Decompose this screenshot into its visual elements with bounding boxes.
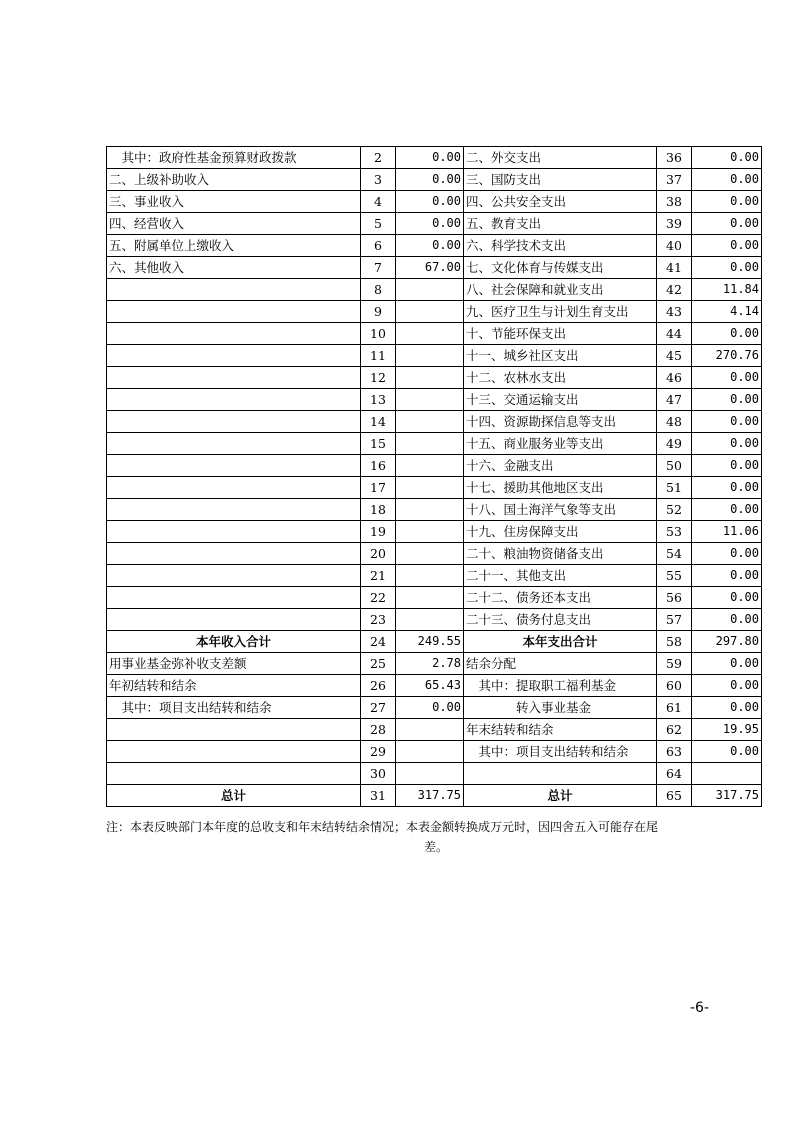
income-amount-cell (396, 477, 464, 499)
income-amount-cell: 2.78 (396, 653, 464, 675)
expenditure-line-number-cell: 63 (657, 741, 692, 763)
income-line-number-cell: 11 (361, 345, 396, 367)
income-item-cell (107, 741, 361, 763)
expenditure-item-cell: 二十一、其他支出 (464, 565, 657, 587)
expenditure-line-number-cell: 43 (657, 301, 692, 323)
expenditure-amount-cell: 0.00 (692, 609, 762, 631)
table-row (107, 147, 762, 169)
expenditure-line-number-cell: 57 (657, 609, 692, 631)
expenditure-line-number-cell: 59 (657, 653, 692, 675)
table-row (107, 653, 762, 675)
expenditure-line-number-cell: 45 (657, 345, 692, 367)
income-line-number-cell: 23 (361, 609, 396, 631)
income-item-cell (107, 323, 361, 345)
income-amount-cell: 0.00 (396, 191, 464, 213)
expenditure-item-cell: 七、文化体育与传媒支出 (464, 257, 657, 279)
table-row (107, 741, 762, 763)
income-item-cell (107, 499, 361, 521)
income-item-cell: 总计 (107, 785, 361, 807)
expenditure-amount-cell: 0.00 (692, 147, 762, 169)
expenditure-amount-cell: 0.00 (692, 169, 762, 191)
income-line-number-cell: 24 (361, 631, 396, 653)
expenditure-line-number-cell: 47 (657, 389, 692, 411)
table-row (107, 191, 762, 213)
income-amount-cell (396, 719, 464, 741)
expenditure-item-cell: 二十三、债务付息支出 (464, 609, 657, 631)
income-amount-cell (396, 433, 464, 455)
expenditure-item-cell: 十八、国土海洋气象等支出 (464, 499, 657, 521)
income-item-cell (107, 609, 361, 631)
expenditure-amount-cell: 11.06 (692, 521, 762, 543)
table-row (107, 279, 762, 301)
table-row (107, 455, 762, 477)
table-row (107, 345, 762, 367)
table-row (107, 411, 762, 433)
income-line-number-cell: 30 (361, 763, 396, 785)
income-amount-cell (396, 411, 464, 433)
income-amount-cell (396, 499, 464, 521)
income-item-cell: 三、事业收入 (107, 191, 361, 213)
income-line-number-cell: 3 (361, 169, 396, 191)
table-row (107, 301, 762, 323)
expenditure-item-cell: 二十二、债务还本支出 (464, 587, 657, 609)
expenditure-amount-cell (692, 763, 762, 785)
table-body (107, 147, 762, 807)
income-line-number-cell: 13 (361, 389, 396, 411)
expenditure-line-number-cell: 62 (657, 719, 692, 741)
income-line-number-cell: 19 (361, 521, 396, 543)
income-line-number-cell: 7 (361, 257, 396, 279)
expenditure-amount-cell: 317.75 (692, 785, 762, 807)
expenditure-line-number-cell: 48 (657, 411, 692, 433)
table-row (107, 169, 762, 191)
expenditure-item-cell: 六、科学技术支出 (464, 235, 657, 257)
expenditure-item-cell: 八、社会保障和就业支出 (464, 279, 657, 301)
expenditure-item-cell: 四、公共安全支出 (464, 191, 657, 213)
expenditure-item-cell: 其中：项目支出结转和结余 (464, 741, 657, 763)
expenditure-amount-cell: 4.14 (692, 301, 762, 323)
expenditure-amount-cell: 0.00 (692, 477, 762, 499)
expenditure-amount-cell: 0.00 (692, 543, 762, 565)
expenditure-line-number-cell: 54 (657, 543, 692, 565)
expenditure-item-cell: 十五、商业服务业等支出 (464, 433, 657, 455)
table-row (107, 477, 762, 499)
table-row (107, 565, 762, 587)
income-line-number-cell: 2 (361, 147, 396, 169)
income-amount-cell: 0.00 (396, 235, 464, 257)
income-line-number-cell: 12 (361, 367, 396, 389)
income-line-number-cell: 16 (361, 455, 396, 477)
expenditure-amount-cell: 297.80 (692, 631, 762, 653)
income-amount-cell (396, 741, 464, 763)
expenditure-amount-cell: 0.00 (692, 741, 762, 763)
income-item-cell (107, 455, 361, 477)
expenditure-item-cell (464, 763, 657, 785)
income-item-cell: 其中：项目支出结转和结余 (107, 697, 361, 719)
expenditure-line-number-cell: 53 (657, 521, 692, 543)
expenditure-line-number-cell: 60 (657, 675, 692, 697)
income-amount-cell (396, 323, 464, 345)
income-amount-cell: 249.55 (396, 631, 464, 653)
expenditure-line-number-cell: 58 (657, 631, 692, 653)
expenditure-line-number-cell: 51 (657, 477, 692, 499)
income-item-cell (107, 433, 361, 455)
expenditure-line-number-cell: 44 (657, 323, 692, 345)
expenditure-amount-cell: 0.00 (692, 389, 762, 411)
table-row (107, 323, 762, 345)
income-line-number-cell: 22 (361, 587, 396, 609)
income-line-number-cell: 20 (361, 543, 396, 565)
table-row (107, 631, 762, 653)
expenditure-amount-cell: 0.00 (692, 455, 762, 477)
income-item-cell: 四、经营收入 (107, 213, 361, 235)
income-line-number-cell: 17 (361, 477, 396, 499)
expenditure-amount-cell: 0.00 (692, 235, 762, 257)
income-line-number-cell: 27 (361, 697, 396, 719)
expenditure-amount-cell: 0.00 (692, 191, 762, 213)
income-line-number-cell: 8 (361, 279, 396, 301)
table-row (107, 213, 762, 235)
income-amount-cell (396, 279, 464, 301)
expenditure-line-number-cell: 49 (657, 433, 692, 455)
income-line-number-cell: 5 (361, 213, 396, 235)
income-amount-cell (396, 565, 464, 587)
income-item-cell: 五、附属单位上缴收入 (107, 235, 361, 257)
income-line-number-cell: 18 (361, 499, 396, 521)
income-item-cell: 用事业基金弥补收支差额 (107, 653, 361, 675)
expenditure-line-number-cell: 55 (657, 565, 692, 587)
table-row (107, 367, 762, 389)
income-amount-cell (396, 609, 464, 631)
income-amount-cell (396, 763, 464, 785)
income-expenditure-table (106, 146, 762, 807)
table-row (107, 675, 762, 697)
expenditure-item-cell: 十二、农林水支出 (464, 367, 657, 389)
income-item-cell (107, 279, 361, 301)
income-item-cell: 年初结转和结余 (107, 675, 361, 697)
expenditure-item-cell: 本年支出合计 (464, 631, 657, 653)
expenditure-amount-cell: 0.00 (692, 323, 762, 345)
expenditure-line-number-cell: 37 (657, 169, 692, 191)
income-item-cell (107, 565, 361, 587)
income-line-number-cell: 21 (361, 565, 396, 587)
income-line-number-cell: 14 (361, 411, 396, 433)
income-amount-cell: 0.00 (396, 147, 464, 169)
page-number: -6- (690, 1000, 710, 1016)
expenditure-line-number-cell: 64 (657, 763, 692, 785)
income-item-cell (107, 521, 361, 543)
expenditure-item-cell: 九、医疗卫生与计划生育支出 (464, 301, 657, 323)
income-item-cell (107, 411, 361, 433)
expenditure-item-cell: 二十、粮油物资储备支出 (464, 543, 657, 565)
table-row (107, 763, 762, 785)
expenditure-item-cell: 三、国防支出 (464, 169, 657, 191)
income-item-cell: 本年收入合计 (107, 631, 361, 653)
income-item-cell (107, 719, 361, 741)
expenditure-line-number-cell: 50 (657, 455, 692, 477)
income-line-number-cell: 6 (361, 235, 396, 257)
table-row (107, 609, 762, 631)
expenditure-item-cell: 十三、交通运输支出 (464, 389, 657, 411)
income-item-cell (107, 345, 361, 367)
income-amount-cell: 317.75 (396, 785, 464, 807)
income-amount-cell (396, 543, 464, 565)
income-line-number-cell: 15 (361, 433, 396, 455)
expenditure-item-cell: 十九、住房保障支出 (464, 521, 657, 543)
expenditure-line-number-cell: 52 (657, 499, 692, 521)
income-amount-cell: 0.00 (396, 169, 464, 191)
expenditure-amount-cell: 0.00 (692, 411, 762, 433)
expenditure-line-number-cell: 36 (657, 147, 692, 169)
footnote-line-2: 差。 (423, 840, 448, 854)
income-line-number-cell: 9 (361, 301, 396, 323)
expenditure-amount-cell: 0.00 (692, 257, 762, 279)
expenditure-item-cell: 十一、城乡社区支出 (464, 345, 657, 367)
income-item-cell (107, 587, 361, 609)
table-row (107, 521, 762, 543)
expenditure-item-cell: 其中：提取职工福利基金 (464, 675, 657, 697)
expenditure-item-cell: 年末结转和结余 (464, 719, 657, 741)
income-item-cell: 六、其他收入 (107, 257, 361, 279)
income-line-number-cell: 31 (361, 785, 396, 807)
expenditure-item-cell: 十七、援助其他地区支出 (464, 477, 657, 499)
income-amount-cell: 65.43 (396, 675, 464, 697)
expenditure-item-cell: 转入事业基金 (464, 697, 657, 719)
table-footnote (106, 817, 766, 857)
expenditure-line-number-cell: 38 (657, 191, 692, 213)
footnote-line-1: 注：本表反映部门本年度的总收支和年末结转结余情况；本表金额转换成万元时，因四舍五入可能存在尾 (106, 820, 659, 834)
income-item-cell (107, 389, 361, 411)
table-row (107, 433, 762, 455)
expenditure-line-number-cell: 42 (657, 279, 692, 301)
income-amount-cell: 0.00 (396, 213, 464, 235)
table-row (107, 235, 762, 257)
income-line-number-cell: 28 (361, 719, 396, 741)
expenditure-amount-cell: 0.00 (692, 433, 762, 455)
table-row (107, 697, 762, 719)
expenditure-amount-cell: 0.00 (692, 675, 762, 697)
table-row (107, 543, 762, 565)
income-item-cell: 二、上级补助收入 (107, 169, 361, 191)
expenditure-amount-cell: 0.00 (692, 565, 762, 587)
table-row (107, 389, 762, 411)
expenditure-line-number-cell: 46 (657, 367, 692, 389)
table-row (107, 587, 762, 609)
income-amount-cell: 0.00 (396, 697, 464, 719)
expenditure-amount-cell: 0.00 (692, 697, 762, 719)
expenditure-item-cell: 十四、资源勘探信息等支出 (464, 411, 657, 433)
income-amount-cell (396, 587, 464, 609)
expenditure-line-number-cell: 61 (657, 697, 692, 719)
expenditure-line-number-cell: 41 (657, 257, 692, 279)
expenditure-amount-cell: 19.95 (692, 719, 762, 741)
income-amount-cell: 67.00 (396, 257, 464, 279)
income-amount-cell (396, 455, 464, 477)
table-row (107, 785, 762, 807)
income-amount-cell (396, 521, 464, 543)
expenditure-amount-cell: 270.76 (692, 345, 762, 367)
table-row (107, 257, 762, 279)
expenditure-line-number-cell: 40 (657, 235, 692, 257)
expenditure-amount-cell: 0.00 (692, 653, 762, 675)
table-row (107, 719, 762, 741)
income-amount-cell (396, 345, 464, 367)
expenditure-line-number-cell: 65 (657, 785, 692, 807)
expenditure-item-cell: 结余分配 (464, 653, 657, 675)
expenditure-item-cell: 十、节能环保支出 (464, 323, 657, 345)
income-amount-cell (396, 301, 464, 323)
income-line-number-cell: 26 (361, 675, 396, 697)
income-line-number-cell: 29 (361, 741, 396, 763)
expenditure-item-cell: 十六、金融支出 (464, 455, 657, 477)
expenditure-line-number-cell: 39 (657, 213, 692, 235)
expenditure-amount-cell: 0.00 (692, 213, 762, 235)
income-amount-cell (396, 367, 464, 389)
expenditure-line-number-cell: 56 (657, 587, 692, 609)
income-item-cell (107, 301, 361, 323)
income-item-cell (107, 367, 361, 389)
income-item-cell (107, 543, 361, 565)
expenditure-amount-cell: 11.84 (692, 279, 762, 301)
expenditure-item-cell: 总计 (464, 785, 657, 807)
expenditure-amount-cell: 0.00 (692, 587, 762, 609)
income-line-number-cell: 10 (361, 323, 396, 345)
income-line-number-cell: 25 (361, 653, 396, 675)
income-line-number-cell: 4 (361, 191, 396, 213)
income-item-cell (107, 477, 361, 499)
income-item-cell (107, 763, 361, 785)
expenditure-amount-cell: 0.00 (692, 499, 762, 521)
expenditure-item-cell: 五、教育支出 (464, 213, 657, 235)
table-row (107, 499, 762, 521)
income-item-cell: 其中：政府性基金预算财政拨款 (107, 147, 361, 169)
expenditure-amount-cell: 0.00 (692, 367, 762, 389)
expenditure-item-cell: 二、外交支出 (464, 147, 657, 169)
income-amount-cell (396, 389, 464, 411)
